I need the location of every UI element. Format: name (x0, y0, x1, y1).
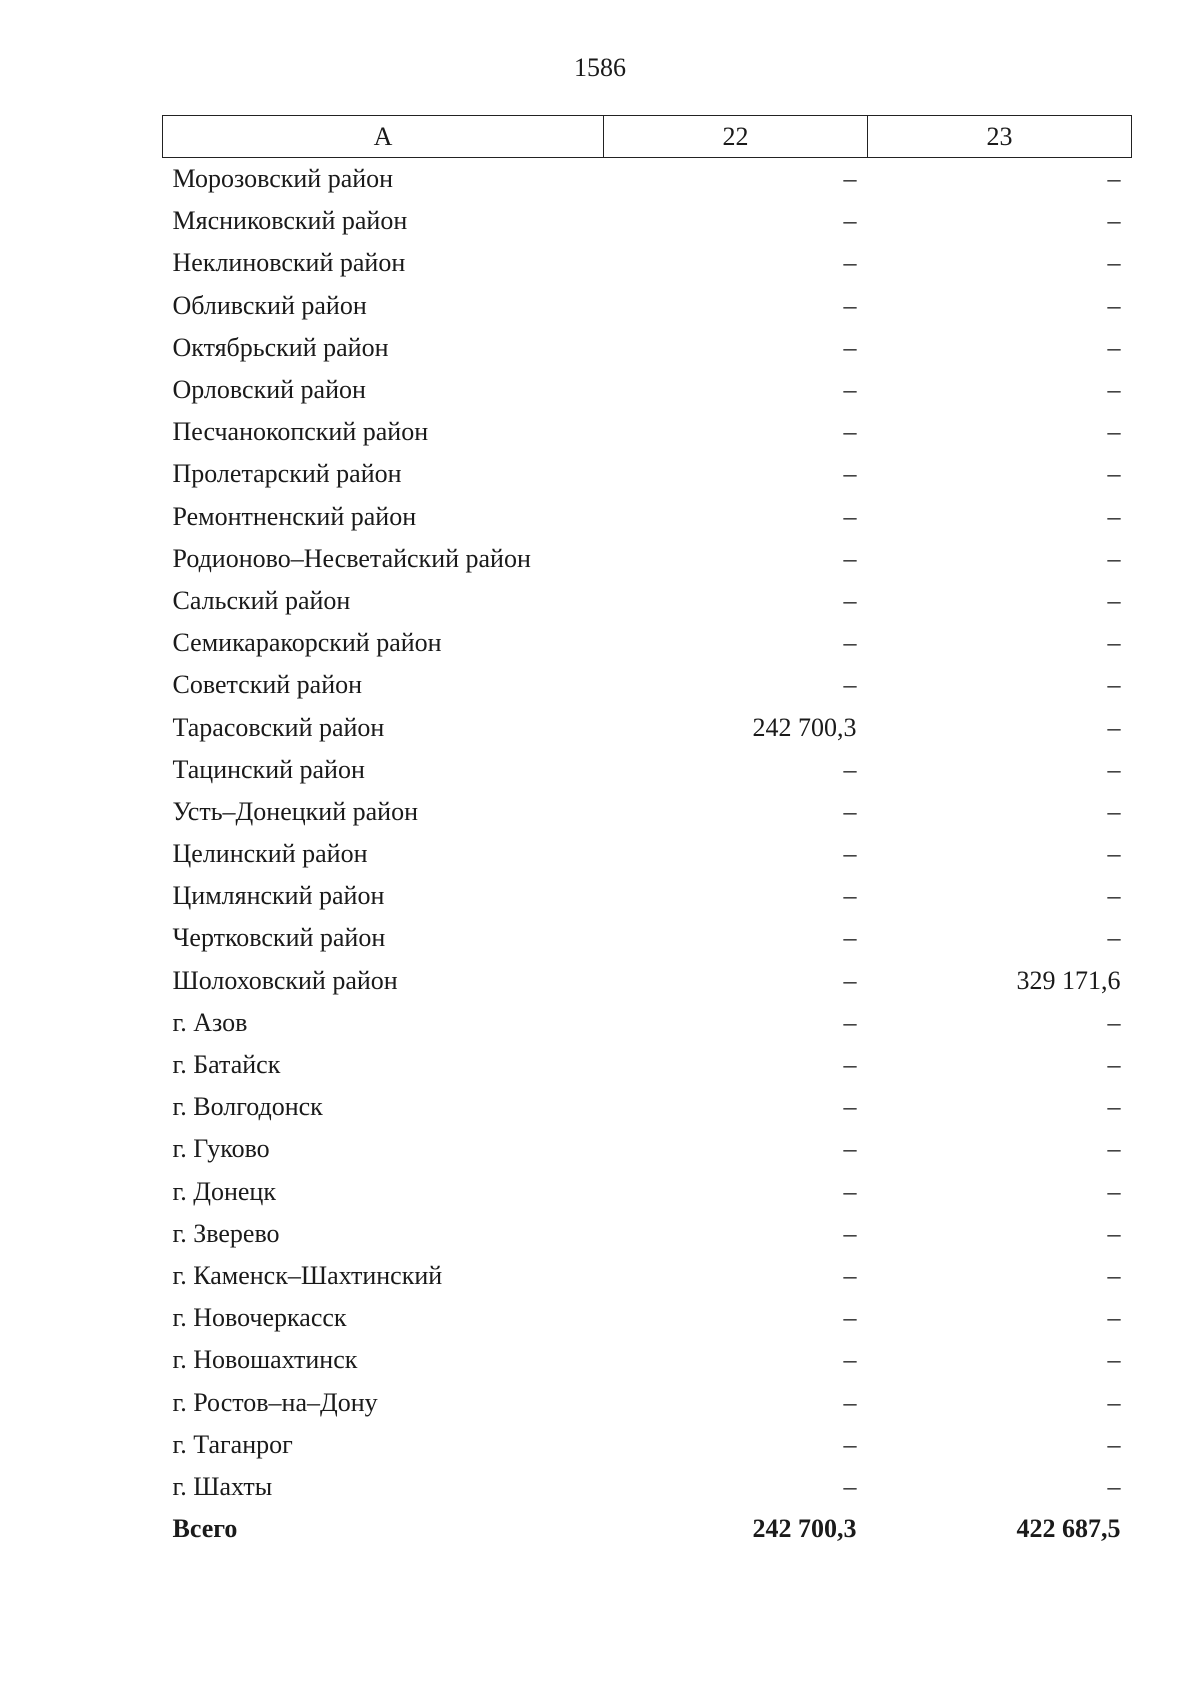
row-label: Тарасовский район (172, 712, 385, 742)
row-label: Морозовский район (172, 164, 394, 194)
table-row (163, 285, 1132, 327)
column-header-23: 23 (868, 116, 1132, 158)
value-col-22: – (843, 754, 857, 784)
value-col-22: – (843, 839, 857, 869)
value-col-22: – (843, 585, 857, 615)
value-col-23: – (1107, 1050, 1121, 1080)
row-label: Неклиновский район (172, 248, 406, 278)
table-row (163, 875, 1132, 917)
value-col-23: – (1107, 459, 1121, 489)
table-row (163, 1213, 1132, 1255)
value-col-23: – (1107, 1176, 1121, 1206)
table-row (163, 158, 1132, 201)
table-row (163, 664, 1132, 706)
table-row (163, 327, 1132, 369)
value-col-22: – (843, 1218, 857, 1248)
value-col-22: – (843, 459, 857, 489)
table-row (163, 1002, 1132, 1044)
row-label: Обливский район (172, 290, 367, 320)
table-body (163, 158, 1132, 1551)
value-col-22-total: 242 700,3 (752, 1514, 857, 1544)
table-row (163, 1255, 1132, 1297)
table-row (163, 1128, 1132, 1170)
row-label: г. Каменск–Шахтинский (172, 1260, 443, 1290)
value-col-23: – (1107, 543, 1121, 573)
row-label: Усть–Донецкий район (172, 796, 418, 826)
value-col-23: – (1107, 206, 1121, 236)
value-col-22: – (843, 206, 857, 236)
row-label: г. Азов (172, 1007, 248, 1037)
value-col-23: – (1107, 1092, 1121, 1122)
table-row (163, 242, 1132, 284)
column-header-a: А (163, 116, 604, 158)
value-col-22: – (843, 543, 857, 573)
value-col-22: – (843, 290, 857, 320)
data-table (162, 115, 1132, 1550)
row-label: Советский район (172, 670, 363, 700)
value-col-22: – (843, 164, 857, 194)
table-row (163, 1044, 1132, 1086)
row-label: г. Донецк (172, 1176, 276, 1206)
table-row (163, 200, 1132, 242)
value-col-22: – (843, 417, 857, 447)
table-row (163, 453, 1132, 495)
value-col-23: – (1107, 1007, 1121, 1037)
row-label: г. Новошахтинск (172, 1345, 358, 1375)
table-row (163, 496, 1132, 538)
value-col-23: – (1107, 1471, 1121, 1501)
value-col-23: – (1107, 923, 1121, 953)
total-label: Всего (172, 1514, 238, 1544)
total-row (163, 1508, 1132, 1550)
row-label: Ремонтненский район (172, 501, 417, 531)
value-col-22: – (843, 1387, 857, 1417)
value-col-22: – (843, 375, 857, 405)
table-row (163, 1171, 1132, 1213)
value-col-23: – (1107, 628, 1121, 658)
row-label: г. Ростов–на–Дону (172, 1387, 378, 1417)
row-label: Пролетарский район (172, 459, 402, 489)
table-row (163, 833, 1132, 875)
row-label: г. Волгодонск (172, 1092, 323, 1122)
row-label: Октябрьский район (172, 332, 389, 362)
value-col-23: – (1107, 796, 1121, 826)
value-col-23: – (1107, 585, 1121, 615)
value-col-23: – (1107, 1345, 1121, 1375)
value-col-22: 242 700,3 (752, 712, 857, 742)
row-label: Сальский район (172, 585, 351, 615)
table-row (163, 1339, 1132, 1381)
value-col-23: – (1107, 839, 1121, 869)
value-col-22: – (843, 670, 857, 700)
value-col-22: – (843, 1303, 857, 1333)
table-row (163, 706, 1132, 748)
row-label: г. Шахты (172, 1471, 273, 1501)
value-col-22: – (843, 1007, 857, 1037)
table-row (163, 791, 1132, 833)
value-col-22: – (843, 796, 857, 826)
row-label: Родионово–Несветайский район (172, 543, 531, 573)
table-row (163, 1466, 1132, 1508)
value-col-23: – (1107, 1134, 1121, 1164)
value-col-22: – (843, 1260, 857, 1290)
value-col-23: – (1107, 881, 1121, 911)
row-label: г. Гуково (172, 1134, 270, 1164)
value-col-23: – (1107, 754, 1121, 784)
row-label: Чертковский район (172, 923, 386, 953)
value-col-23: – (1107, 164, 1121, 194)
row-label: Шолоховский район (172, 965, 398, 995)
value-col-23: – (1107, 1218, 1121, 1248)
value-col-23: – (1107, 1429, 1121, 1459)
table-row (163, 917, 1132, 959)
value-col-23: – (1107, 1387, 1121, 1417)
row-label: Орловский район (172, 375, 366, 405)
value-col-22: – (843, 923, 857, 953)
value-col-22: – (843, 248, 857, 278)
value-col-23: – (1107, 712, 1121, 742)
table-row (163, 749, 1132, 791)
table-row (163, 1297, 1132, 1339)
row-label: г. Таганрог (172, 1429, 293, 1459)
value-col-23: – (1107, 1260, 1121, 1290)
table-row (163, 1086, 1132, 1128)
value-col-23: – (1107, 375, 1121, 405)
row-label: Мясниковский район (172, 206, 408, 236)
table-row (163, 1381, 1132, 1423)
row-label: Целинский район (172, 839, 368, 869)
table-row (163, 580, 1132, 622)
row-label: Семикаракорский район (172, 628, 442, 658)
value-col-22: – (843, 1345, 857, 1375)
table-row (163, 411, 1132, 453)
value-col-22: – (843, 332, 857, 362)
value-col-22: – (843, 1429, 857, 1459)
value-col-23: – (1107, 290, 1121, 320)
row-label: Песчанокопский район (172, 417, 429, 447)
value-col-22: – (843, 1050, 857, 1080)
value-col-23: – (1107, 670, 1121, 700)
value-col-22: – (843, 1092, 857, 1122)
row-label: Цимлянский район (172, 881, 385, 911)
value-col-22: – (843, 965, 857, 995)
row-label: г. Батайск (172, 1050, 281, 1080)
value-col-22: – (843, 881, 857, 911)
value-col-22: – (843, 1176, 857, 1206)
value-col-23: – (1107, 248, 1121, 278)
row-label: г. Новочеркасск (172, 1303, 347, 1333)
table-row (163, 1424, 1132, 1466)
page-number: 1586 (574, 53, 626, 82)
row-label: г. Зверево (172, 1218, 280, 1248)
value-col-22: – (843, 628, 857, 658)
table-row (163, 622, 1132, 664)
table-row (163, 538, 1132, 580)
table-row (163, 960, 1132, 1002)
value-col-23: 329 171,6 (1016, 965, 1121, 995)
value-col-23-total: 422 687,5 (1016, 1514, 1121, 1544)
value-col-23: – (1107, 417, 1121, 447)
column-header-22: 22 (604, 116, 868, 158)
table-row (163, 369, 1132, 411)
value-col-23: – (1107, 501, 1121, 531)
value-col-23: – (1107, 332, 1121, 362)
value-col-22: – (843, 1471, 857, 1501)
value-col-23: – (1107, 1303, 1121, 1333)
value-col-22: – (843, 1134, 857, 1164)
row-label: Тацинский район (172, 754, 365, 784)
value-col-22: – (843, 501, 857, 531)
table-header-row (163, 116, 1132, 158)
